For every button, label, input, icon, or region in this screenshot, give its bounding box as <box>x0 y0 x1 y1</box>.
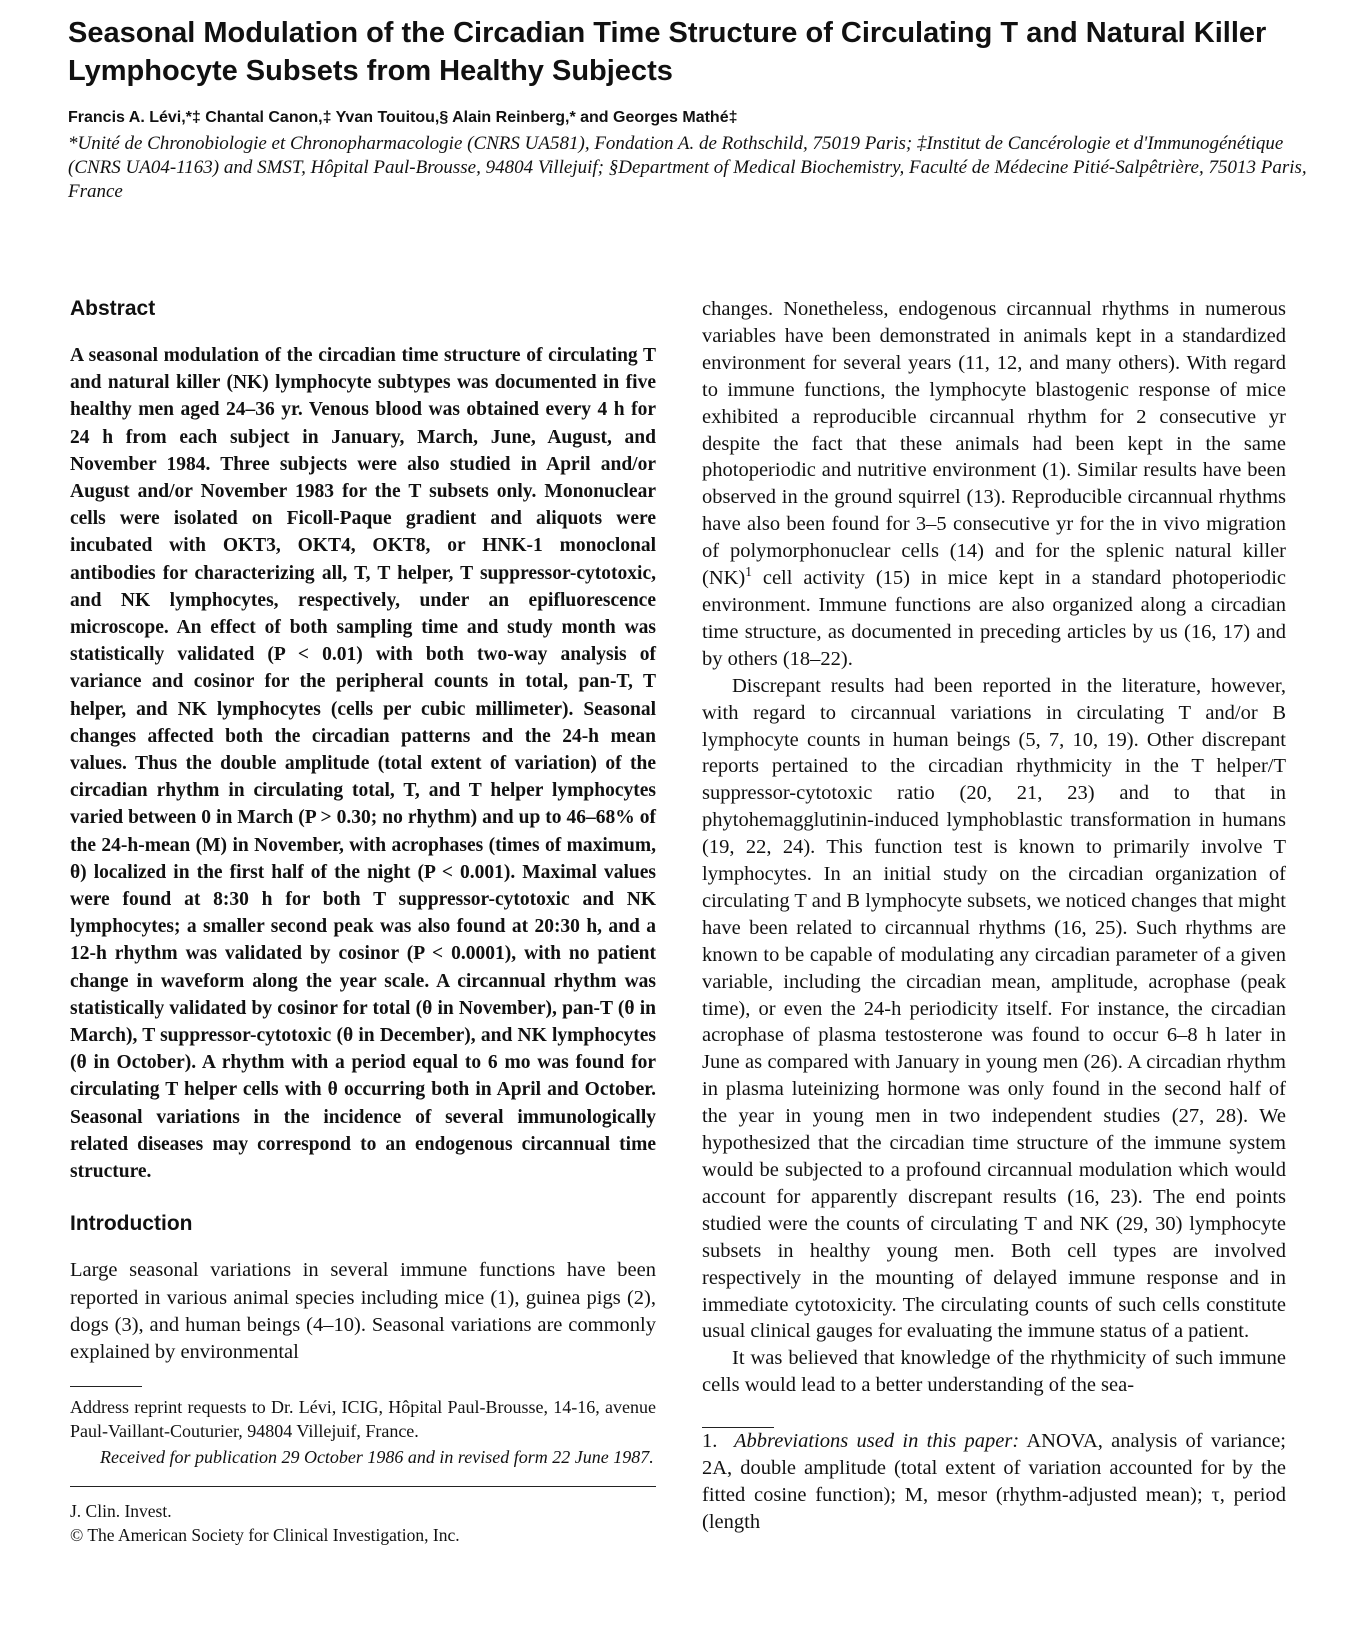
reprint-address: Address reprint requests to Dr. Lévi, ICIG, Hôpital Paul-Brousse, 14-16, avenue Paul-Vaillant-Couturier, 94804 Villejuif, France. <box>70 1397 656 1442</box>
footnote-divider <box>70 1386 142 1387</box>
received-date: Received for publication 29 October 1986 and in revised form 22 June 1987. <box>100 1447 654 1468</box>
abstract-text: A seasonal modulation of the circadian time structure of circulating T and natural killer (NK) lymphocyte subtypes was documented in five healthy men aged 24–36 yr. Venous blood was obtained every 4 h for 24 h from each subject in January, March, June, August, and November 1984. Three subjects were also studied in April and/or August and/or November 1983 for the T subsets only. Mononuclear cells were isolated on Ficoll-Paque gradient and aliquots were incubated with OKT3, OKT4, OKT8, or HNK-1 monoclonal antibodies for characterizing all, T, T helper, T suppressor-cytotoxic, and NK lymphocytes, respectively, under an epifluorescence microscope. An effect of both sampling time and study month was statistically validated (P < 0.01) with both two-way analysis of variance and cosinor for the peripheral counts in total, pan-T, T helper, and NK lymphocytes (cells per cubic millimeter). Seasonal changes affected both the circadian patterns and the 24-h mean values. Thus the double amplitude (total extent of variation) of the circadian rhythm in circulating total, T, and T helper lymphocytes varied between 0 in March (P > 0.30; no rhythm) and up to 46–68% of the 24-h-mean (M) in November, with acrophases (times of maximum, θ) localized in the first half of the night (P < 0.001). Maximal values were found at 8:30 h for both T suppressor-cytotoxic and NK lymphocytes; a smaller second peak was also found at 20:30 h, and a 12-h rhythm was validated by cosinor (P < 0.0001), with no patient change in waveform along the year scale. A circannual rhythm was statistically validated by cosinor for total (θ in November), pan-T (θ in March), T suppressor-cytotoxic (θ in December), and NK lymphocytes (θ in October). A rhythm with a period equal to 6 mo was found for circulating T helper cells with θ occurring both in April and October. Seasonal variations in the incidence of several immunologically related diseases may correspond to an endogenous circannual time structure. <box>70 345 656 1183</box>
paragraph <box>702 296 1286 673</box>
footnote-marker: 1 <box>745 564 752 580</box>
affiliations: *Unité de Chronobiologie et Chronopharmacologie (CNRS UA581), Fondation A. de Rothschild, 75019 Paris; ‡Institut de Cancérologie et d'Immunogénétique (CNRS UA04-1163) and SMST, Hôpital Paul-Brousse, 94804 Villejuif; §Department of Medical Biochemistry, Faculté de Médecine Pitié-Salpêtrière, 75013 Paris, France <box>68 133 1307 202</box>
footnote-text: ANOVA, analysis of variance; 2A, double amplitude (total extent of variation accounted for by the fitted cosine function); M, mesor (rhythm-adjusted mean); τ, period (length <box>702 1430 1286 1533</box>
paragraph: Discrepant results had been reported in the literature, however, with regard to circannual variations in circulating T and/or B lymphocyte counts in human beings (5, 7, 10, 19). Other discrepant reports pertained to the circadian rhythmicity in the T helper/T suppressor-cytotoxic ratio (20, 21, 23) and to that in phytohemagglutinin-induced lymphoblastic transformation in humans (19, 22, 24). This function test is known to primarily involve T lymphocytes. In an initial study on the circadian organization of circulating T and B lymphocyte subsets, we noticed changes that might have been related to circannual rhythms (16, 25). Such rhythms are known to be capable of modulating any circadian parameter of a given variable, including the circadian mean, amplitude, acrophase (peak time), or even the 24-h periodicity itself. For instance, the circadian acrophase of plasma testosterone was found to occur 6–8 h later in June as compared with January in young men (26). A circadian rhythm in plasma luteinizing hormone was only found in the second half of the year in young men in two independent studies (27, 28). We hypothesized that the circadian time structure of the immune system would be subjected to a profound circannual modulation which would account for apparently discrepant results (16, 23). The end points studied were the counts of circulating T and NK (29, 30) lymphocyte subsets in healthy young men. Both cell types are involved respectively in the mounting of delayed immune response and in immediate cytotoxicity. The circulating counts of such cells constitute usual clinical gauges for evaluating the immune status of a patient. <box>702 674 1286 1343</box>
paragraph: It was believed that knowledge of the rhythmicity of such immune cells would lead to a better understanding of the sea- <box>702 1347 1286 1397</box>
author-list: Francis A. Lévi,*‡ Chantal Canon,‡ Yvan Touitou,§ Alain Reinberg,* and Georges Mathé‡ <box>68 109 738 126</box>
copyright-line: © The American Society for Clinical Investigation, Inc. <box>70 1525 460 1546</box>
article-title: Seasonal Modulation of the Circadian Time Structure of Circulating T and Natural Killer Lymphocyte Subsets from Healthy Subjects <box>68 17 1267 87</box>
footnote-label: Abbreviations used in this paper: <box>733 1430 1020 1453</box>
introduction-text: Large seasonal variations in several immune functions have been reported in various animal species including mice (1), guinea pigs (2), dogs (3), and human beings (4–10). Seasonal variations are commonly explained by environmental <box>70 1259 656 1363</box>
footnote-number: 1. <box>702 1430 718 1453</box>
paragraph-text-start: changes. Nonetheless, endogenous circannual rhythms in numerous variables have been demonstrated in animals kept in a standardized environment for several years (11, 12, and many others). With regard to immune functions, the lymphocyte blastogenic response of mice exhibited a reproducible circannual rhythm for 2 consecutive yr despite the fact that these animals had been kept in the same photoperiodic and nutritive environment (1). Similar results have been observed in the ground squirrel (13). Reproducible circannual rhythms have also been found for 3–5 consecutive yr for the in vivo migration of polymorphonuclear cells (14) and for the splenic natural killer (NK) <box>702 298 1286 590</box>
paragraph-text-end: cell activity (15) in mice kept in a standard photoperiodic environment. Immune functions are also organized along a circadian time structure, as documented in preceding articles by us (16, 17) and by others (18–22). <box>702 567 1286 670</box>
right-column <box>702 296 1286 1536</box>
journal-name: J. Clin. Invest. <box>70 1501 172 1522</box>
left-column <box>70 296 656 1547</box>
journal-divider <box>70 1486 656 1487</box>
abbreviations-footnote <box>702 1428 1286 1536</box>
introduction-heading: Introduction <box>70 1212 193 1236</box>
abstract-heading: Abstract <box>70 297 156 320</box>
